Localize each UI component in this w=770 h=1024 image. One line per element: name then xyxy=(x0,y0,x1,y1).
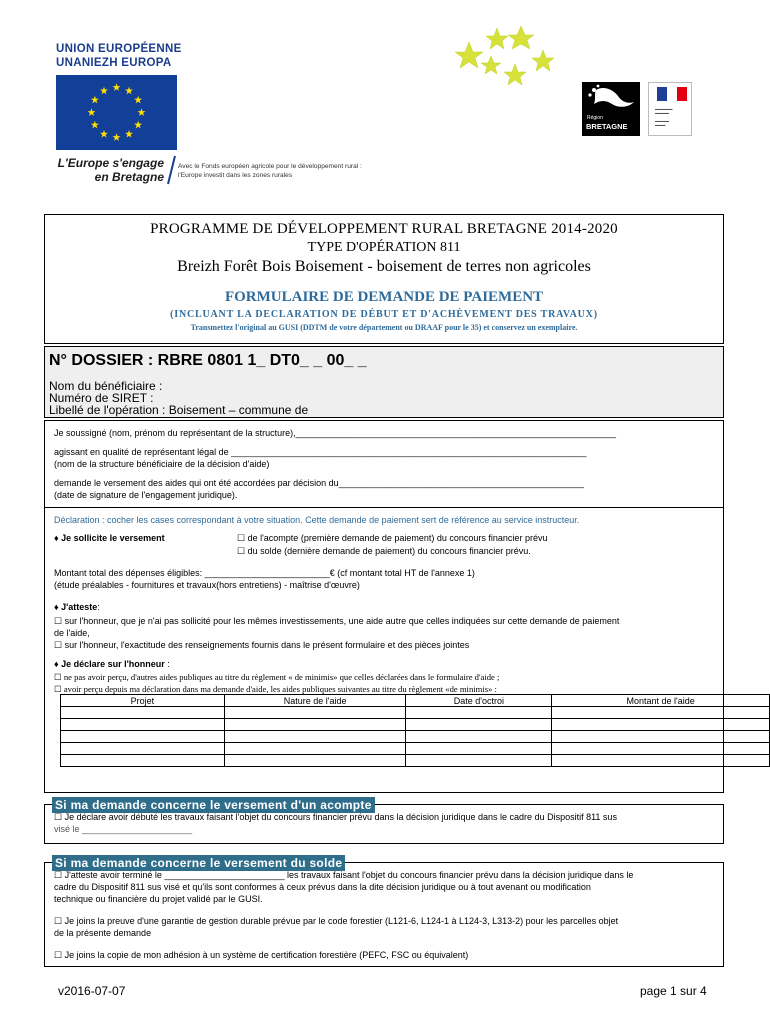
eu-flag-icon xyxy=(56,75,177,150)
table-cell[interactable] xyxy=(61,731,225,743)
atteste-colon: : xyxy=(97,602,100,612)
eu-star-icon xyxy=(91,121,99,129)
table-cell[interactable] xyxy=(61,755,225,767)
slash-icon xyxy=(166,155,176,185)
table-cell[interactable] xyxy=(406,755,552,767)
region-stars-icon xyxy=(455,20,565,90)
version-label: v2016-07-07 xyxy=(58,984,126,998)
col-date: Date d'octroi xyxy=(406,695,552,707)
table-row xyxy=(61,707,770,719)
atteste-no-other-aid-checkbox[interactable]: ☐ sur l'honneur, que je n'ai pas sollicité pour les mêmes investissements, une aide autre que celles indiquées sur cette demande de paiement xyxy=(54,616,620,626)
dossier-number[interactable]: N° DOSSIER : RBRE 0801 1_ DT0_ _ 00_ _ xyxy=(49,352,367,369)
table-cell[interactable] xyxy=(224,755,406,767)
transmit-instruction: Transmettez l'original au GUSI (DDTM de votre département ou DRAAF pour le 35) et conservez un exemplaire. xyxy=(190,323,578,332)
eu-star-icon xyxy=(134,96,142,104)
beneficiary-name-field[interactable]: Nom du bénéficiaire : xyxy=(49,379,163,393)
gestion-durable-checkbox[interactable]: ☐ Je joins la preuve d'une garantie de gestion durable prévue par le code forestier (L121-6, L124-1 à L124-3, L313-2) pour les parcelles objet xyxy=(54,916,619,926)
table-cell[interactable] xyxy=(61,719,225,731)
table-cell[interactable] xyxy=(552,707,770,719)
table-cell[interactable] xyxy=(61,743,225,755)
eu-note-line1: Avec le Fonds européen agricole pour le développement rural : xyxy=(178,163,362,170)
decision-date-field[interactable]: demande le versement des aides qui ont été accordées par décision du_________________________________________________ xyxy=(54,478,584,488)
table-cell[interactable] xyxy=(552,731,770,743)
form-title: FORMULAIRE DE DEMANDE DE PAIEMENT xyxy=(224,289,544,305)
gestion-durable-line2: de la présente demande xyxy=(54,928,152,938)
legal-rep-field[interactable]: agissant en qualité de représentant légal de _______________________________________________________________________ xyxy=(54,447,587,457)
table-cell[interactable] xyxy=(406,731,552,743)
french-flag-icon xyxy=(657,87,687,101)
region-name: BRETAGNE xyxy=(586,122,628,131)
operation-name: Breizh Forêt Bois Boisement - boisement de terres non agricoles xyxy=(177,258,591,275)
prefet-text-placeholder: ▬▬▬▬▬ ▬▬▬▬ ▬▬▬▬ ▬▬▬ xyxy=(655,107,673,127)
ermine-icon xyxy=(582,82,640,114)
solde-end-checkbox[interactable]: ☐ J'atteste avoir terminé le ________________________ les travaux faisant l'objet du concours financier prévu dans la décision juridique dans le xyxy=(54,870,634,880)
region-label: Région xyxy=(587,115,603,121)
signatory-field[interactable]: Je soussigné (nom, prénom du représentant de la structure),________________________________________________________________ xyxy=(54,428,616,438)
atteste-no-other-aid-cont: de l'aide, xyxy=(54,628,90,638)
atteste-exactitude-checkbox[interactable]: ☐ sur l'honneur, l'exactitude des renseignements fournis dans le présent formulaire et des pièces jointes xyxy=(54,640,470,650)
table-cell[interactable] xyxy=(552,755,770,767)
table-header-row xyxy=(61,695,770,707)
acompte-checkbox[interactable]: ☐ de l'acompte (première demande de paiement) du concours financier prévu xyxy=(237,533,548,543)
declare-colon: : xyxy=(164,659,170,669)
legal-rep-hint: (nom de la structure bénéficiaire de la décision d'aide) xyxy=(54,459,270,469)
eu-star-icon xyxy=(113,133,121,141)
table-row xyxy=(61,743,770,755)
operation-label-field[interactable]: Libellé de l'opération : Boisement – commune de xyxy=(49,403,309,417)
page-number: page 1 sur 4 xyxy=(640,984,707,998)
acompte-start-checkbox[interactable]: ☐ Je déclare avoir débuté les travaux faisant l'objet du concours financier prévu dans la décision juridique dans le cadre du Dispositif 811 sus xyxy=(54,812,617,822)
eu-star-icon xyxy=(113,83,121,91)
acompte-title: Si ma demande concerne le versement d'un acompte xyxy=(52,797,375,813)
eu-slogan-line1: L'Europe s'engage xyxy=(57,156,164,170)
eu-star-icon xyxy=(88,108,96,116)
operation-type: TYPE D'OPÉRATION 811 xyxy=(307,240,461,255)
declare-label: ♦ Je déclare sur l'honneur xyxy=(54,659,165,669)
table-cell[interactable] xyxy=(406,719,552,731)
decision-date-hint: (date de signature de l'engagement juridique). xyxy=(54,490,238,500)
table-row xyxy=(61,755,770,767)
eu-star-icon xyxy=(125,130,133,138)
region-bretagne-logo xyxy=(582,82,640,136)
montant-field[interactable]: Montant total des dépenses éligibles: _________________________€ (cf montant total HT de l'annexe 1) xyxy=(54,568,475,578)
minimis-received-checkbox[interactable]: ☐ avoir perçu depuis ma déclaration dans ma demande d'aide, les aides publiques suivantes au titre du règlement «de minimis» : xyxy=(54,684,497,694)
table-cell[interactable] xyxy=(406,743,552,755)
table-cell[interactable] xyxy=(406,707,552,719)
table-cell[interactable] xyxy=(224,719,406,731)
table-cell[interactable] xyxy=(61,707,225,719)
title-box xyxy=(44,214,724,344)
minimis-aid-table xyxy=(60,694,770,767)
eu-star-icon xyxy=(138,108,146,116)
col-nature: Nature de l'aide xyxy=(224,695,406,707)
eu-star-icon xyxy=(100,130,108,138)
certification-checkbox[interactable]: ☐ Je joins la copie de mon adhésion à un système de certification forestière (PEFC, FSC ou équivalent) xyxy=(54,950,469,960)
form-subtitle: (INCLUANT LA DECLARATION DE DÉBUT ET D'ACHÈVEMENT DES TRAVAUX) xyxy=(170,309,598,320)
dossier-box xyxy=(44,346,724,418)
acompte-date-field[interactable]: visé le ______________________ xyxy=(54,824,193,834)
eu-star-icon xyxy=(134,121,142,129)
declare-heading xyxy=(54,658,170,670)
solde-title: Si ma demande concerne le versement du solde xyxy=(52,855,345,871)
eu-logo-title xyxy=(56,42,182,70)
sollicite-label: ♦ Je sollicite le versement xyxy=(54,533,165,543)
table-cell[interactable] xyxy=(224,731,406,743)
eu-note xyxy=(178,162,428,180)
table-row xyxy=(61,719,770,731)
solde-end-line2: cadre du Dispositif 811 sus visé et qu'ils sont conformes à ceux prévus dans la dite décision juridique ou à tout avenant ou modification xyxy=(54,882,591,892)
programme-title: PROGRAMME DE DÉVELOPPEMENT RURAL BRETAGNE 2014-2020 xyxy=(150,221,618,237)
montant-hint: (étude préalables - fournitures et travaux(hors entretiens) - maîtrise d'œuvre) xyxy=(54,580,360,590)
eu-slogan-line2: en Bretagne xyxy=(94,170,164,184)
col-montant: Montant de l'aide xyxy=(552,695,770,707)
solde-checkbox[interactable]: ☐ du solde (dernière demande de paiement) du concours financier prévu. xyxy=(237,546,531,556)
table-cell[interactable] xyxy=(224,707,406,719)
siret-field[interactable]: Numéro de SIRET : xyxy=(49,391,154,405)
eu-slogan xyxy=(56,156,164,184)
prefet-logo xyxy=(648,82,692,136)
eu-note-line2: l'Europe investit dans les zones rurales xyxy=(178,172,293,179)
minimis-none-checkbox[interactable]: ☐ ne pas avoir perçu, d'autres aides publiques au titre du règlement « de minimis» que celles déclarées dans le formulaire d'aide ; xyxy=(54,672,500,682)
solde-end-line3: technique ou financière du projet validé par le GUSI. xyxy=(54,894,263,904)
eu-star-icon xyxy=(91,96,99,104)
table-row xyxy=(61,731,770,743)
col-projet: Projet xyxy=(61,695,225,707)
eu-title-line1: UNION EUROPÉENNE xyxy=(56,43,182,55)
atteste-label: ♦ J'atteste xyxy=(54,602,98,612)
atteste-heading xyxy=(54,601,100,613)
eu-star-icon xyxy=(100,87,108,95)
eu-title-line2: UNANIEZH EUROPA xyxy=(56,57,172,69)
table-cell[interactable] xyxy=(552,743,770,755)
table-cell[interactable] xyxy=(552,719,770,731)
declaration-intro: Déclaration : cocher les cases correspondant à votre situation. Cette demande de paiement sert de référence au service instructeur. xyxy=(54,515,580,525)
eu-star-icon xyxy=(125,87,133,95)
table-cell[interactable] xyxy=(224,743,406,755)
